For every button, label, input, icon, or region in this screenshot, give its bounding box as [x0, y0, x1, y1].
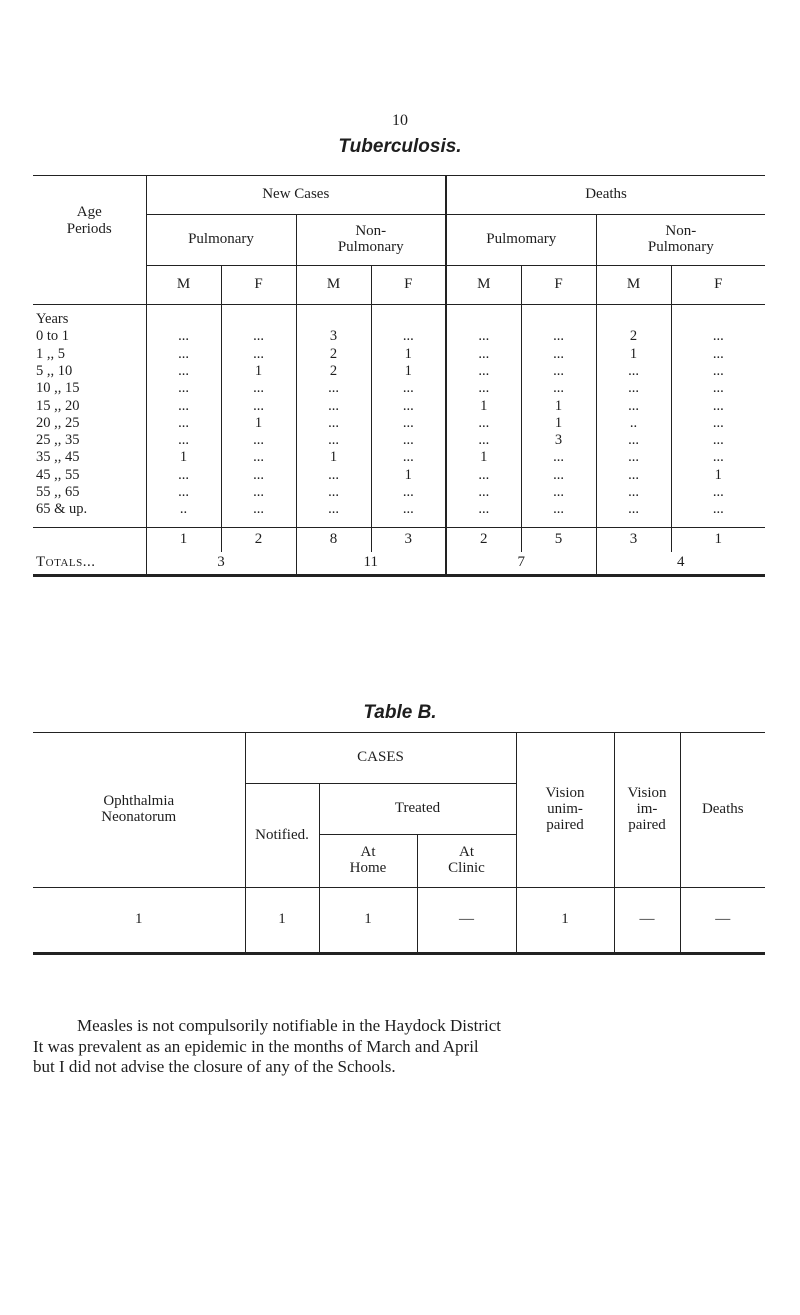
case-count-cell: ...: [296, 484, 371, 501]
table-b-title: Table B.: [363, 702, 437, 723]
paragraph-line: but I did not advise the closure of any of the Schools.: [33, 1057, 396, 1076]
case-count-cell: ...: [446, 467, 521, 484]
case-count-cell: ...: [146, 484, 221, 501]
case-count-cell: ...: [221, 380, 296, 397]
age-period-label: 1 ,, 5: [36, 345, 65, 362]
sex-header: M: [596, 266, 671, 305]
case-count-cell: 1: [521, 397, 596, 414]
case-count-cell: ...: [146, 328, 221, 345]
case-count-cell: ...: [446, 415, 521, 432]
case-count-cell: ...: [671, 484, 765, 501]
case-count-cell: ...: [296, 501, 371, 527]
tuberculosis-table: [33, 175, 765, 577]
total-cell: 2: [221, 527, 296, 552]
case-count-cell: ...: [371, 328, 446, 345]
case-count-cell: ...: [371, 484, 446, 501]
total-cell: 2: [446, 527, 521, 552]
case-count-cell: ...: [596, 449, 671, 466]
totals-label-spacer: [33, 527, 146, 552]
case-count-cell: ...: [446, 346, 521, 363]
age-period-label: 35 ,, 45: [36, 449, 80, 466]
case-count-cell: ...: [596, 484, 671, 501]
case-count-cell: ...: [671, 363, 765, 380]
age-period-label: 15 ,, 20: [36, 397, 80, 414]
case-count-cell: 1: [446, 449, 521, 466]
case-count-cell: ...: [671, 380, 765, 397]
case-count-cell: ...: [596, 380, 671, 397]
case-count-cell: 1: [221, 415, 296, 432]
case-count-cell: ...: [596, 467, 671, 484]
case-count-cell: ...: [221, 432, 296, 449]
non-pulmonary-header: Non- Pulmonary: [296, 215, 446, 266]
case-count-cell: ...: [371, 501, 446, 527]
case-count-cell: ...: [596, 501, 671, 527]
years-label: Years: [36, 311, 69, 328]
case-count-cell: ...: [671, 328, 765, 345]
case-count-cell: ...: [146, 397, 221, 414]
ophthalmia-value: 1: [33, 888, 245, 954]
page-title: Tuberculosis.: [338, 136, 462, 157]
case-count-cell: 1: [146, 449, 221, 466]
totals-label: Totals...: [36, 553, 96, 570]
sex-header: M: [146, 266, 221, 305]
case-count-cell: ...: [296, 467, 371, 484]
at-home-header: At Home: [319, 835, 417, 888]
case-count-cell: ...: [371, 415, 446, 432]
case-count-cell: 3: [296, 328, 371, 345]
case-count-cell: ...: [521, 449, 596, 466]
age-period-label: 10 ,, 15: [36, 380, 80, 397]
case-count-cell: 1: [221, 363, 296, 380]
age-period-label: 65 & up.: [36, 501, 88, 518]
vision-unimpaired-value: 1: [516, 888, 614, 954]
age-period-label: 0 to 1: [36, 328, 70, 345]
age-period-label: 20 ,, 25: [36, 414, 80, 431]
case-count-cell: 1: [521, 415, 596, 432]
case-count-cell: ...: [371, 432, 446, 449]
case-count-cell: 1: [671, 467, 765, 484]
case-count-cell: ...: [146, 432, 221, 449]
vision-impaired-value: —: [614, 888, 680, 954]
notified-value: 1: [245, 888, 319, 954]
case-count-cell: ...: [671, 415, 765, 432]
case-count-cell: ...: [146, 467, 221, 484]
case-count-cell: ...: [671, 449, 765, 466]
case-count-cell: ...: [296, 432, 371, 449]
case-count-cell: ...: [596, 432, 671, 449]
case-count-cell: ...: [446, 432, 521, 449]
deaths-pulmonary-header: Pulmomary: [446, 215, 596, 266]
deaths-header: Deaths: [446, 176, 765, 215]
total-cell: 3: [371, 527, 446, 552]
deaths-value: —: [680, 888, 765, 954]
case-count-cell: ...: [221, 449, 296, 466]
case-count-cell: ...: [446, 484, 521, 501]
case-count-cell: ...: [146, 380, 221, 397]
sex-header: F: [671, 266, 765, 305]
ophthalmia-table: [33, 732, 765, 955]
sex-header: M: [446, 266, 521, 305]
deaths-header: Deaths: [680, 733, 765, 888]
case-count-cell: ...: [296, 380, 371, 397]
case-count-cell: ...: [446, 363, 521, 380]
case-count-cell: ...: [521, 346, 596, 363]
case-count-cell: 1: [446, 397, 521, 414]
case-count-cell: ...: [146, 415, 221, 432]
case-count-cell: 1: [296, 449, 371, 466]
case-count-cell: ...: [596, 397, 671, 414]
case-count-cell: ...: [221, 484, 296, 501]
case-count-cell: ...: [371, 397, 446, 414]
case-count-cell: ...: [521, 501, 596, 527]
case-count-cell: ...: [521, 380, 596, 397]
case-count-cell: 2: [296, 346, 371, 363]
age-period-label: 5 ,, 10: [36, 362, 73, 379]
case-count-cell: ...: [446, 501, 521, 527]
deaths-non-pulmonary-header: Non- Pulmonary: [596, 215, 765, 266]
case-count-cell: ...: [446, 328, 521, 345]
sex-header: M: [296, 266, 371, 305]
case-count-cell: 1: [371, 363, 446, 380]
total-cell: 3: [596, 527, 671, 552]
cases-header: CASES: [245, 733, 516, 784]
case-count-cell: ...: [671, 432, 765, 449]
disease-header: Ophthalmia Neonatorum: [101, 793, 177, 825]
case-count-cell: 2: [596, 328, 671, 345]
paragraph-line: Measles is not compulsorily notifiable in the Haydock District: [77, 1016, 501, 1035]
case-count-cell: ...: [221, 467, 296, 484]
case-count-cell: 1: [596, 346, 671, 363]
case-count-cell: ...: [371, 380, 446, 397]
case-count-cell: ..: [146, 501, 221, 527]
case-count-cell: ...: [146, 363, 221, 380]
total-cell: 1: [671, 527, 765, 552]
case-count-cell: ...: [146, 346, 221, 363]
case-count-cell: ...: [521, 484, 596, 501]
measles-paragraph: [33, 1016, 767, 1078]
case-count-cell: ...: [521, 328, 596, 345]
case-count-cell: ...: [521, 363, 596, 380]
case-count-cell: ...: [371, 449, 446, 466]
case-count-cell: ...: [446, 380, 521, 397]
combined-total: 7: [446, 552, 596, 576]
sex-header: F: [371, 266, 446, 305]
combined-total: 11: [296, 552, 446, 576]
case-count-cell: ...: [221, 501, 296, 527]
age-period-label: 55 ,, 65: [36, 484, 80, 500]
at-clinic-value: —: [417, 888, 516, 954]
pulmonary-header: Pulmonary: [146, 215, 296, 266]
case-count-cell: ...: [671, 397, 765, 414]
age-blank-cell: [33, 266, 146, 305]
case-count-cell: ...: [221, 346, 296, 363]
page-number: 10: [392, 112, 408, 129]
vision-unimpaired-header: Vision unim- paired: [516, 733, 614, 888]
age-period-label: 25 ,, 35: [36, 432, 80, 449]
sex-header: F: [521, 266, 596, 305]
case-count-cell: ...: [671, 501, 765, 527]
notified-header: Notified.: [245, 784, 319, 888]
paragraph-line: It was prevalent as an epidemic in the months of March and April: [33, 1036, 479, 1056]
case-count-cell: ...: [221, 328, 296, 345]
vision-impaired-header: Vision im- paired: [614, 733, 680, 888]
age-periods-header: Age Periods: [66, 203, 112, 237]
combined-total: 3: [146, 552, 296, 576]
combined-total: 4: [596, 552, 765, 576]
at-clinic-header: At Clinic: [417, 835, 516, 888]
total-cell: 8: [296, 527, 371, 552]
case-count-cell: ...: [221, 397, 296, 414]
case-count-cell: 1: [371, 467, 446, 484]
age-period-label: 45 ,, 55: [36, 466, 80, 483]
case-count-cell: ...: [671, 346, 765, 363]
case-count-cell: ...: [296, 397, 371, 414]
total-cell: 1: [146, 527, 221, 552]
new-cases-header: New Cases: [146, 176, 446, 215]
case-count-cell: 2: [296, 363, 371, 380]
case-count-cell: ...: [521, 467, 596, 484]
case-count-cell: 1: [371, 346, 446, 363]
case-count-cell: ...: [596, 363, 671, 380]
case-count-cell: ...: [296, 415, 371, 432]
sex-header: F: [221, 266, 296, 305]
at-home-value: 1: [319, 888, 417, 954]
case-count-cell: 3: [521, 432, 596, 449]
treated-header: Treated: [319, 784, 516, 835]
total-cell: 5: [521, 527, 596, 552]
case-count-cell: ..: [596, 415, 671, 432]
